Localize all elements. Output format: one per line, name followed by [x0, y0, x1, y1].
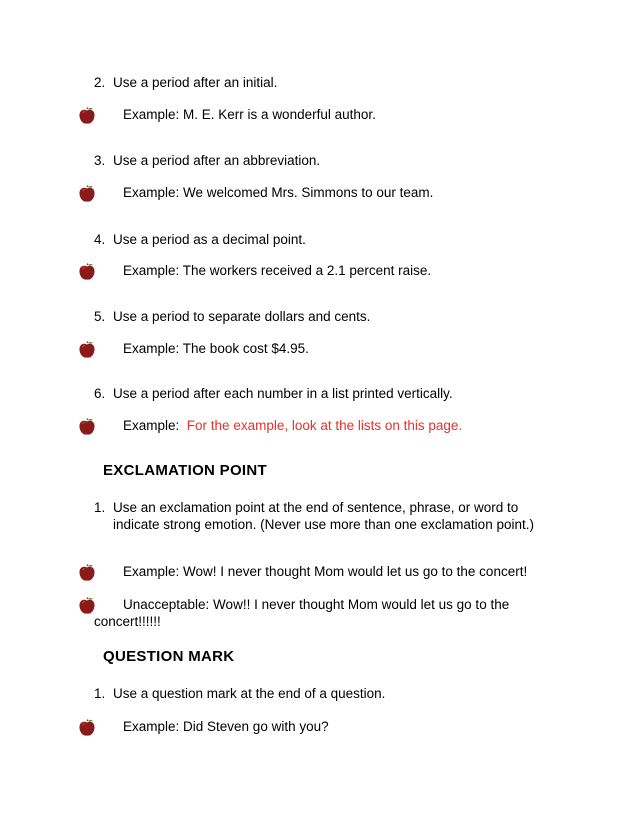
apple-icon: [78, 341, 96, 359]
apple-icon: [78, 564, 96, 582]
example-5: Example: The book cost $4.95.: [123, 341, 309, 356]
exclamation-unacceptable-line2: concert!!!!!!: [94, 614, 161, 629]
apple-icon: [78, 185, 96, 203]
exclamation-heading: EXCLAMATION POINT: [103, 462, 267, 479]
apple-icon: [78, 719, 96, 737]
document-page: 2. Use a period after an initial. Example: M. E. Kerr is a wonderful author. 3. Use a period after an abbreviation. Example: We welcomed Mrs. Simmons to our team. 4. Use a period as a decimal point. Example: The workers received a 2.1 percent raise. 5. Use a period to separate dollars and cents. Example: The book cost $4.95. 6. Use a period after each number in a list printed vertically. Example: For the example, look at the lists on this page. EXCLAMATION POINT 1. Use an exclamation point at the end of sentence, phrase, or word to indicate strong emotion. (Never use more than one exclamation point.) Example: Wow! I never thought Mom would let us go to the concert! Unacceptable: Wow!! I never thought Mom would let us go to the concert!!!!!! QUESTION MARK 1. Use a question mark at the end of a question. Example: Did Steven go with you?: [0, 0, 638, 826]
example-2: Example: M. E. Kerr is a wonderful author.: [123, 107, 376, 122]
exclamation-unacceptable-line1: Unacceptable: Wow!! I never thought Mom would let us go to the: [123, 597, 510, 612]
example-6: Example: For the example, look at the lists on this page.: [123, 418, 463, 433]
question-heading: QUESTION MARK: [103, 648, 235, 665]
apple-icon: [78, 263, 96, 281]
example-4: Example: The workers received a 2.1 percent raise.: [123, 263, 432, 278]
question-example: Example: Did Steven go with you?: [123, 719, 329, 734]
apple-icon: [78, 107, 96, 125]
example-3: Example: We welcomed Mrs. Simmons to our team.: [123, 185, 434, 200]
apple-icon: [78, 418, 96, 436]
exclamation-example: Example: Wow! I never thought Mom would let us go to the concert!: [123, 564, 528, 579]
